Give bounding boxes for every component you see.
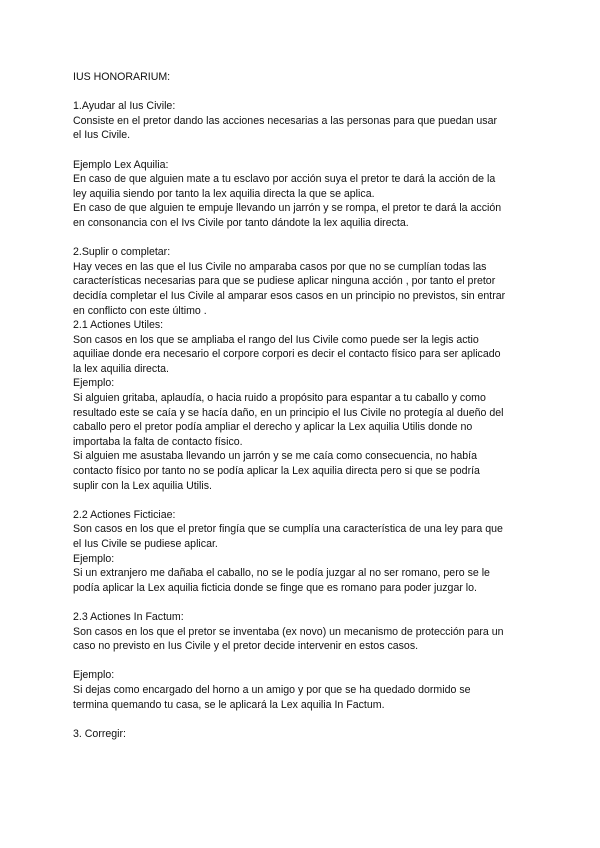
section-2-heading: 2.Suplir o completar: <box>73 246 171 259</box>
subsection-2-2-heading: 2.2 Actiones Ficticiae: <box>73 508 176 521</box>
subsection-2-3-example-line: termina quemando tu casa, se le aplicará la Lex aquilia In Factum. <box>73 698 385 711</box>
section-1-example-line: ley aquilia siendo por tanto la lex aquilia directa la que se aplica. <box>73 187 375 200</box>
section-2-text-line: Hay veces en las que el Ius Civile no amparaba casos por que no se cumplían todas las <box>73 260 487 273</box>
section-1-example-line: en consonancia con el Ivs Civile por tanto dándote la lex aquilia directa. <box>73 216 409 229</box>
subsection-2-2-example-label: Ejemplo: <box>73 552 115 565</box>
subsection-2-3-text-line: caso no previsto en Ius Civile y el pretor decide intervenir en estos casos. <box>73 640 419 653</box>
subsection-2-1-text-line: la lex aquilia directa. <box>73 362 169 375</box>
subsection-2-2-example-line: Si un extranjero me dañaba el caballo, no se le podía juzgar al no ser romano, pero se le <box>73 567 490 580</box>
subsection-2-1-example-line: importaba la falta de contacto físico. <box>73 435 243 448</box>
subsection-2-3-example-line: Si dejas como encargado del horno a un amigo y por que se ha quedado dormido se <box>73 683 471 696</box>
subsection-2-3-text-line: Son casos en los que el pretor se inventaba (ex novo) un mecanismo de protección para un <box>73 625 504 638</box>
subsection-2-2-text-line: Son casos en los que el pretor fingía que se cumplía una característica de una ley para que <box>73 523 503 536</box>
section-3-heading: 3. Corregir: <box>73 727 126 740</box>
section-2-text-line: características necesarias para que se pudiese aplicar ninguna acción , por tanto el pretor <box>73 275 496 288</box>
section-1-text-line: Consiste en el pretor dando las acciones necesarias a las personas para que puedan usar <box>73 114 498 127</box>
section-1-example-heading: Ejemplo Lex Aquilia: <box>73 158 169 171</box>
subsection-2-1-heading: 2.1 Actiones Utiles: <box>73 319 164 332</box>
subsection-2-1-example-line: suplir con la Lex aquilia Utilis. <box>73 479 212 492</box>
section-1-text-line: el Ius Civile. <box>73 129 131 142</box>
subsection-2-2-example-line: podía aplicar la Lex aquilia ficticia donde se finge que es romano para poder juzgar lo. <box>73 581 477 594</box>
subsection-2-2-text-line: el Ius Civile se pudiese aplicar. <box>73 538 218 550</box>
document-title: IUS HONORARIUM: <box>73 71 171 83</box>
subsection-2-1-example-line: caballo pero el pretor podía ampliar el derecho y aplicar la Lex aquilia Utilis donde no <box>73 421 473 434</box>
section-1-example-line: En caso de que alguien te empuje llevando un jarrón y se rompa, el pretor te dará la acción <box>73 202 502 215</box>
subsection-2-3-heading: 2.3 Actiones In Factum: <box>73 610 184 623</box>
section-1-heading: 1.Ayudar al Ius Civile: <box>73 100 176 113</box>
subsection-2-1-example-line: resultado este se caía y se hacía daño, en un principio el Ius Civile no protegía al dueño del <box>73 406 504 419</box>
section-1-example-line: En caso de que alguien mate a tu esclavo por acción suya el pretor te dará la acción de la <box>73 173 496 186</box>
subsection-2-1-example-line: Si alguien me asustaba llevando un jarrón y se me caía como consecuencia, no había <box>73 450 477 463</box>
subsection-2-1-text-line: Son casos en los que se ampliaba el rango del Ius Civile como puede ser la legis actio <box>73 333 479 346</box>
subsection-2-1-text-line: aquiliae donde era necesario el corpore corpori es decir el contacto físico para ser aplicado <box>73 348 501 361</box>
section-2-text-line: decidía completar el Ius Civile al amparar esos casos en un principio no previstos, sin entrar <box>73 289 506 302</box>
subsection-2-1-example-label: Ejemplo: <box>73 377 115 390</box>
subsection-2-3-example-label: Ejemplo: <box>73 669 115 682</box>
subsection-2-1-example-line: contacto físico por tanto no se podía aplicar la Lex aquilia directa pero si que se podría <box>73 465 480 478</box>
section-2-text-line: en conflicto con este último . <box>73 304 207 317</box>
subsection-2-1-example-line: Si alguien gritaba, aplaudía, o hacia ruido a propósito para espantar a tu caballo y como <box>73 392 486 405</box>
